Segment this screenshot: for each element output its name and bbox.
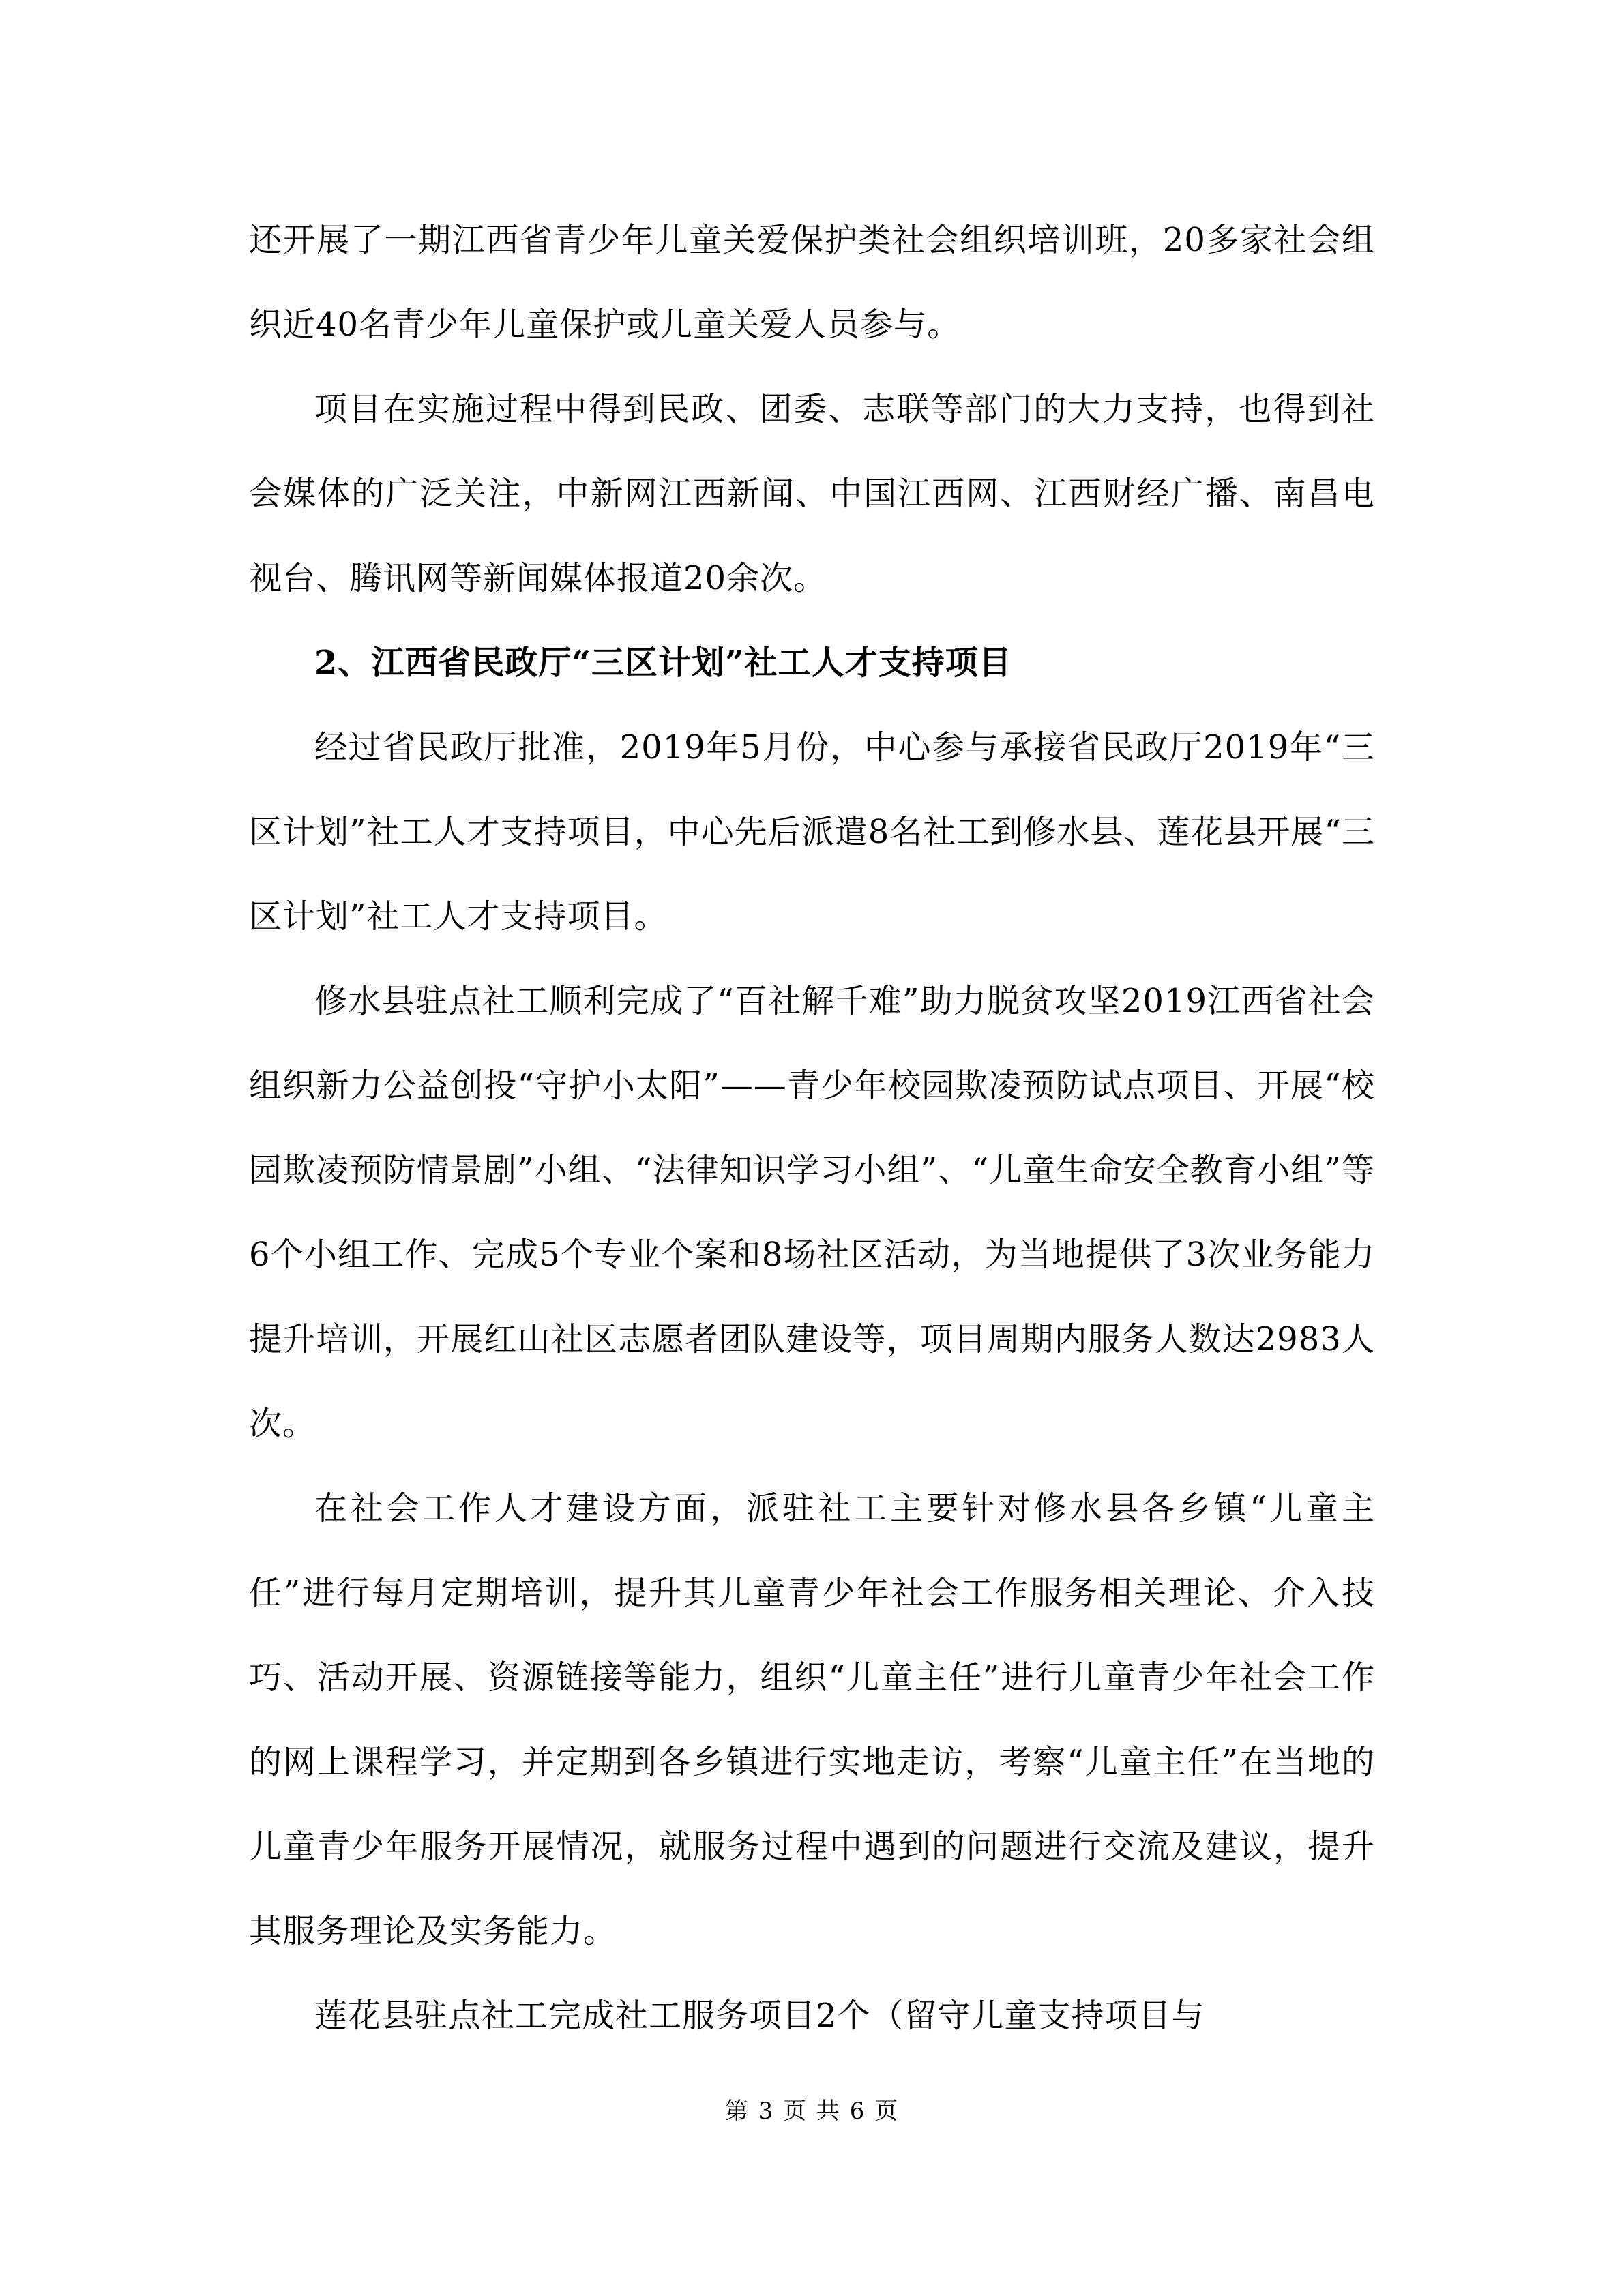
paragraph-continuation: 还开展了一期江西省青少年儿童关爱保护类社会组织培训班，20多家社会组织近40名青少年儿童保护或儿童关爱人员参与。 [249, 221, 1375, 344]
paragraph-project-approval: 经过省民政厅批准，2019年5月份，中心参与承接省民政厅2019年“三区计划”社工人才支持项目，中心先后派遣8名社工到修水县、莲花县开展“三区计划”社工人才支持项目。 [249, 728, 1375, 936]
document-body [249, 198, 1375, 2058]
paragraph-media-coverage: 项目在实施过程中得到民政、团委、志联等部门的大力支持，也得到社会媒体的广泛关注，中新网江西新闻、中国江西网、江西财经广播、南昌电视台、腾讯网等新闻媒体报道20余次。 [249, 390, 1375, 597]
paragraph-lianhua-work: 莲花县驻点社工完成社工服务项目2个（留守儿童支持项目与 [314, 1997, 1205, 2035]
paragraph-xiushui-work: 修水县驻点社工顺利完成了“百社解千难”助力脱贫攻坚2019江西省社会组织新力公益创投“守护小太阳”——青少年校园欺凌预防试点项目、开展“校园欺凌预防情景剧”小组、“法律知识学习小组”、“儿童生命安全教育小组”等6个小组工作、完成5个专业个案和8场社区活动，为当地提供了3次业务能力提升培训，开展红山社区志愿者团队建设等，项目周期内服务人数达2983人次。 [249, 982, 1375, 1443]
paragraph-talent-building: 在社会工作人才建设方面，派驻社工主要针对修水县各乡镇“儿童主任”进行每月定期培训，提升其儿童青少年社会工作服务相关理论、介入技巧、活动开展、资源链接等能力，组织“儿童主任”进行儿童青少年社会工作的网上课程学习，并定期到各乡镇进行实地走访，考察“儿童主任”在当地的儿童青少年服务开展情况，就服务过程中遇到的问题进行交流及建议，提升其服务理论及实务能力。 [249, 1489, 1375, 1950]
section-heading: 2、江西省民政厅“三区计划”社工人才支持项目 [314, 644, 1012, 682]
page-number-footer: 第 3 页 共 6 页 [724, 2098, 900, 2125]
